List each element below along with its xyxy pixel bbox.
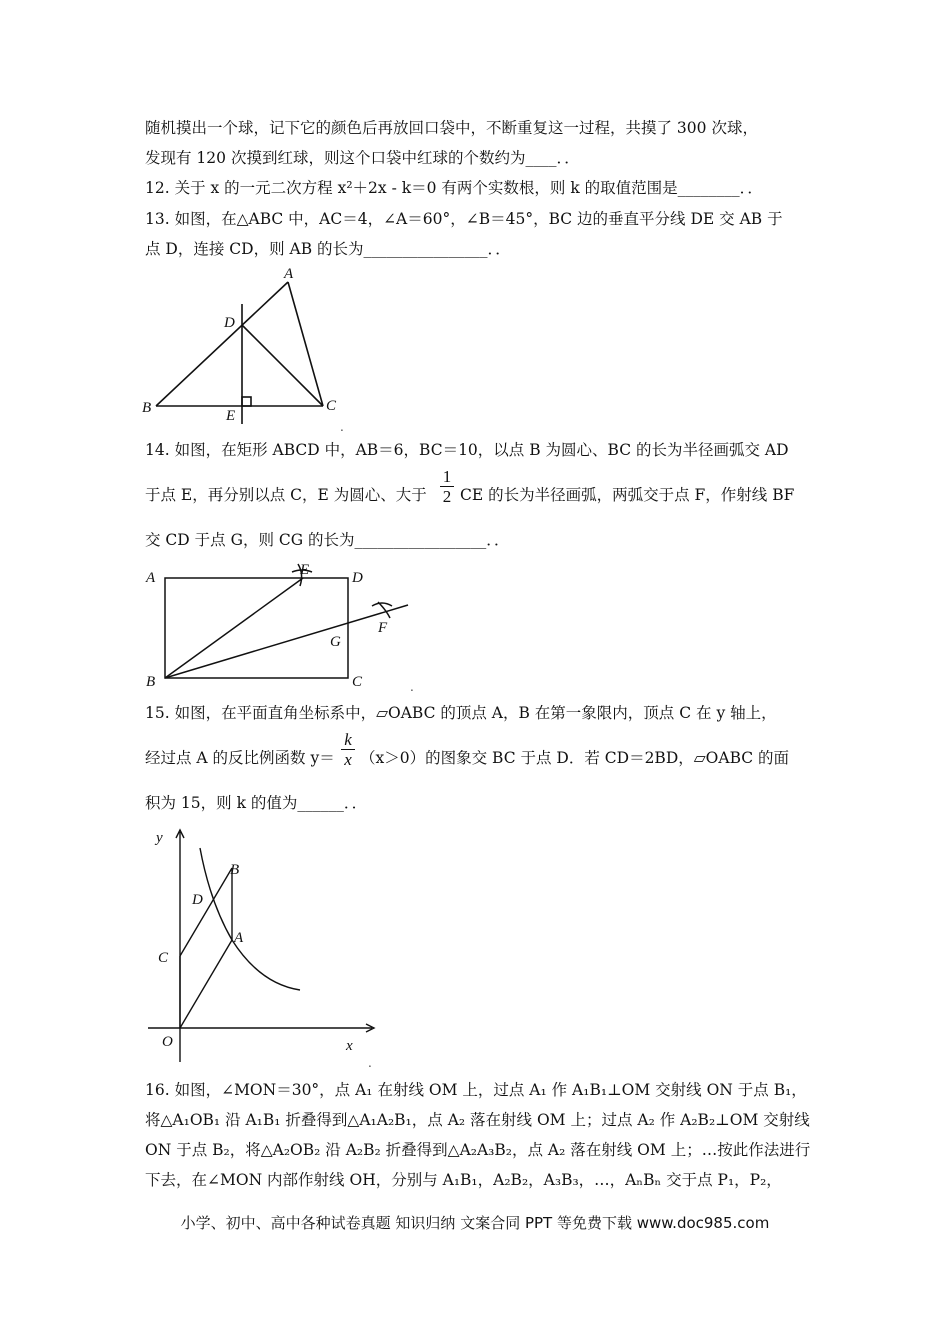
question-16-line-3: ON 于点 B₂，将△A₂OB₂ 沿 A₂B₂ 折叠得到△A₂A₃B₂，点 A₂ 落在射线 OM 上；…按此作法进行 (145, 1141, 811, 1159)
label-C: C (326, 398, 337, 414)
question-14-line-3: 交 CD 于点 G，则 CG 的长为_________________．． (145, 531, 510, 549)
segment-BE (165, 578, 303, 678)
label-y: y (156, 830, 163, 846)
label-D: D (352, 570, 363, 586)
figure-15-coordinate-plane (140, 822, 380, 1067)
label-C: C (158, 950, 169, 966)
label-A: A (284, 266, 294, 282)
label-D: D (224, 315, 235, 331)
figure-14-rectangle (140, 560, 420, 695)
stray-dot: . (340, 420, 344, 434)
label-A: A (146, 570, 156, 586)
segment-CB (180, 868, 232, 956)
label-G: G (330, 634, 341, 650)
stray-dot: . (368, 1056, 372, 1070)
fraction-k-over-x (341, 731, 355, 770)
question-15-line-1: 15. 如图，在平面直角坐标系中，▱OABC 的顶点 A，B 在第一象限内，顶点 C 在 y 轴上， (145, 704, 777, 722)
label-x: x (346, 1038, 353, 1054)
segment-OA (180, 940, 232, 1028)
question-14-line-2-end: CE 的长为半径画弧，两弧交于点 F，作射线 BF (460, 486, 795, 504)
page-footer: 小学、初中、高中各种试卷真题 知识归纳 文案合同 PPT 等免费下载 www.doc985.com (180, 1214, 770, 1232)
rectangle-ABCD (165, 578, 348, 678)
label-C: C (352, 674, 363, 690)
fraction-numerator: 1 (442, 467, 452, 486)
ray-BF (165, 605, 408, 678)
fraction-denominator: 2 (442, 487, 452, 506)
label-D: D (192, 892, 203, 908)
question-12: 12. 关于 x 的一元二次方程 x²＋2x - k＝0 有两个实数根，则 k 的取值范围是________．． (145, 179, 763, 197)
question-14-line-2-start: 于点 E，再分别以点 C，E 为圆心、大于 (145, 486, 427, 504)
label-B: B (230, 862, 240, 878)
label-E: E (300, 562, 310, 578)
figure-13-triangle (138, 264, 348, 430)
label-B: B (142, 400, 152, 416)
question-11-continuation-line-2: 发现有 120 次摸到红球，则这个口袋中红球的个数约为____．． (145, 149, 580, 167)
label-E: E (226, 408, 236, 424)
question-11-continuation-line-1: 随机摸出一个球，记下它的颜色后再放回口袋中，不断重复这一过程，共摸了 300 次球， (145, 119, 758, 137)
right-angle-mark (242, 397, 251, 406)
question-13-line-2: 点 D，连接 CD，则 AB 的长为________________．． (145, 240, 511, 258)
segment-BA (156, 282, 288, 406)
question-15-line-2-start: 经过点 A 的反比例函数 y＝ (145, 749, 335, 767)
stray-dot: . (410, 680, 414, 694)
fraction-one-half (440, 468, 454, 507)
question-15-line-3: 积为 15，则 k 的值为______．． (145, 794, 368, 812)
question-16-line-1: 16. 如图，∠MON＝30°，点 A₁ 在射线 OM 上，过点 A₁ 作 A₁B₁⊥OM 交射线 ON 于点 B₁， (145, 1081, 807, 1099)
fraction-numerator: k (344, 730, 352, 749)
question-16-line-2: 将△A₁OB₁ 沿 A₁B₁ 折叠得到△A₁A₂B₁，点 A₂ 落在射线 OM 上；过点 A₂ 作 A₂B₂⊥OM 交射线 (145, 1111, 810, 1129)
label-A: A (234, 930, 244, 946)
question-15-line-2-end: （x＞0）的图象交 BC 于点 D．若 CD＝2BD，▱OABC 的面 (360, 749, 790, 767)
label-B: B (146, 674, 156, 690)
fraction-denominator: x (344, 750, 352, 769)
label-O: O (162, 1034, 173, 1050)
question-13-line-1: 13. 如图，在△ABC 中，AC＝4，∠A＝60°，∠B＝45°，BC 边的垂直平分线 DE 交 AB 于 (145, 210, 783, 228)
question-16-line-4: 下去，在∠MON 内部作射线 OH，分别与 A₁B₁，A₂B₂，A₃B₃，…，AₙBₙ 交于点 P₁，P₂， (145, 1171, 782, 1189)
question-14-line-1: 14. 如图，在矩形 ABCD 中，AB＝6，BC＝10，以点 B 为圆心、BC 的长为半径画弧交 AD (145, 441, 789, 459)
label-F: F (378, 620, 388, 636)
